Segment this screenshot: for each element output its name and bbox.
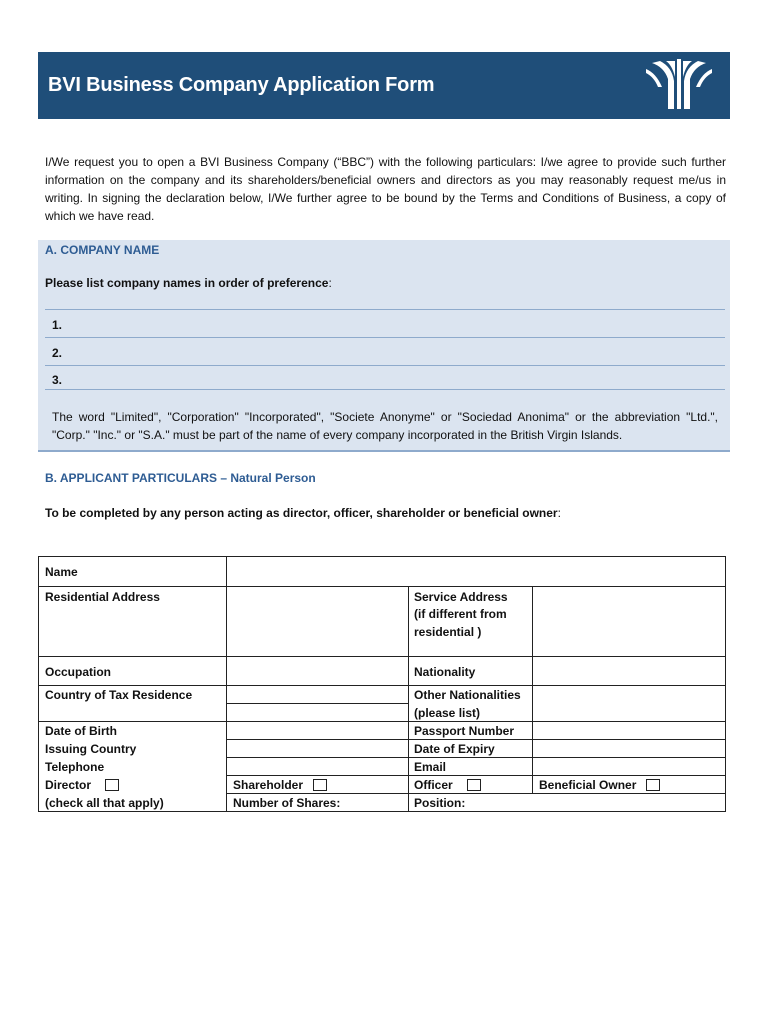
company-logo-icon — [644, 57, 714, 114]
company-name-field-1[interactable]: 1. — [45, 309, 725, 337]
header-banner — [38, 52, 730, 119]
company-name-field-2[interactable]: 2. — [45, 337, 725, 365]
company-name-field-3[interactable]: 3. — [45, 365, 725, 389]
shareholder-checkbox[interactable] — [313, 779, 327, 791]
label-service-address: Service Address — [414, 590, 508, 604]
label-telephone: Telephone — [45, 760, 105, 774]
label-service-address-note: (if different from — [414, 607, 507, 621]
label-passport: Passport Number — [414, 724, 515, 738]
label-position: Position: — [414, 796, 466, 810]
section-a-subtitle: Please list company names in order of preference: — [45, 276, 332, 290]
label-number-of-shares: Number of Shares: — [233, 796, 341, 810]
label-shareholder: Shareholder — [233, 778, 304, 792]
label-name: Name — [45, 565, 78, 579]
label-issuing-country: Issuing Country — [45, 742, 137, 756]
director-checkbox[interactable] — [105, 779, 119, 791]
divider — [45, 389, 725, 390]
label-service-address-note2: residential ) — [414, 625, 482, 639]
service-address-input[interactable] — [533, 587, 725, 656]
page-title: BVI Business Company Application Form — [48, 74, 435, 96]
residential-address-input[interactable] — [227, 587, 408, 656]
label-country-tax: Country of Tax Residence — [45, 688, 193, 702]
label-email: Email — [414, 760, 447, 774]
label-other-nationalities: Other Nationalities — [414, 688, 521, 702]
label-please-list: (please list) — [414, 706, 481, 720]
label-nationality: Nationality — [414, 665, 476, 679]
section-b-title: B. APPLICANT PARTICULARS – Natural Person — [45, 471, 316, 485]
label-occupation: Occupation — [45, 665, 112, 679]
officer-checkbox[interactable] — [467, 779, 481, 791]
section-b-subtitle: To be completed by any person acting as director, officer, shareholder or beneficial owner: — [45, 506, 561, 520]
label-check-all: (check all that apply) — [45, 796, 164, 810]
naming-rule-note: The word "Limited", "Corporation" "Incorporated", "Societe Anonyme" or "Sociedad Anonima" or the abbreviation "Ltd.", "Corp." "Inc." or "S.A." must be part of the name of every company incorporated in the British Virgin Islands. — [52, 410, 718, 442]
beneficial-owner-checkbox[interactable] — [646, 779, 660, 791]
label-beneficial-owner: Beneficial Owner — [539, 778, 637, 792]
section-a-title: A. COMPANY NAME — [45, 243, 160, 257]
name-input[interactable] — [227, 557, 725, 586]
label-officer: Officer — [414, 778, 453, 792]
label-director: Director — [45, 778, 92, 792]
label-dob: Date of Birth — [45, 724, 117, 738]
label-residential-address: Residential Address — [45, 590, 160, 604]
label-expiry: Date of Expiry — [414, 742, 495, 756]
intro-paragraph: I/We request you to open a BVI Business Company (“BBC”) with the following particulars: I/we agree to provide such further information on the company and its shareholders/beneficial owners and directors as you may reasonably request me/us in writing. In signing the declaration below, I/We further agree to be bound by the Terms and Conditions of Business, a copy of which we have read. — [45, 155, 726, 223]
section-company-name — [38, 240, 730, 452]
